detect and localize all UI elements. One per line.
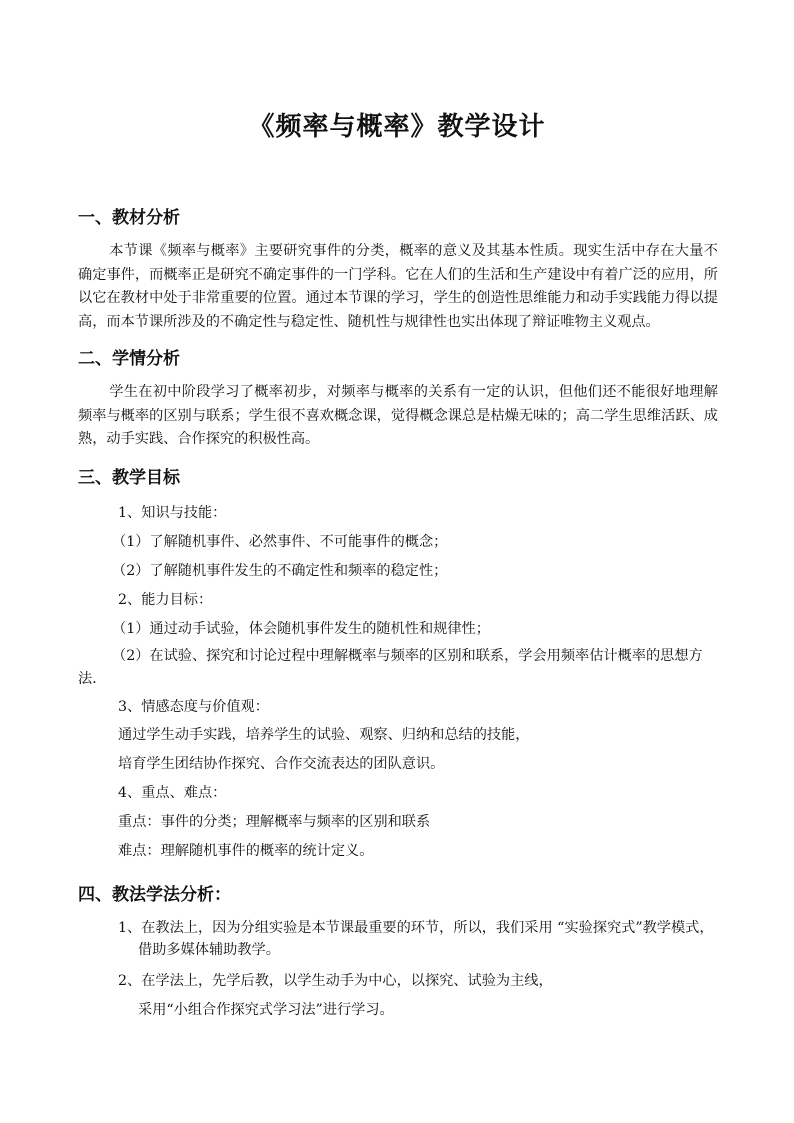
goal-emotion-item-2: 培育学生团结协作探究、合作交流表达的团队意识。 [118, 756, 445, 772]
goal-emotion-values: 3、情感态度与价值观： [118, 699, 269, 715]
method-learning-line-2: 采用“小组合作探究式学习法”进行学习。 [138, 1002, 394, 1018]
section-heading-methods: 四、教法学法分析： [78, 885, 231, 905]
goal-difficult-point: 难点：理解随机事件的概率的统计定义。 [118, 843, 374, 859]
method-teaching: 1、在教法上，因为分组实验是本节课最重要的环节，所以，我们采用 “实验探究式”教学模式，借助多媒体辅助教学。 [118, 920, 714, 958]
section-heading-learner-analysis: 二、学情分析 [78, 349, 180, 369]
goal-key-point: 重点：事件的分类；理解概率与频率的区别和联系 [118, 814, 431, 830]
goal-knowledge-skills: 1、知识与技能： [118, 505, 227, 521]
section-heading-teaching-goals: 三、教学目标 [78, 468, 180, 488]
section-heading-textbook-analysis: 一、教材分析 [78, 208, 180, 228]
goal-knowledge-item-1: （1）了解随机事件、必然事件、不可能事件的概念； [112, 534, 448, 550]
goal-ability-item-2: （2）在试验、探究和讨论过程中理解概率与频率的区别和联系，学会用频率估计概率的思想方法． [78, 648, 703, 687]
goal-ability: 2、能力目标： [118, 592, 213, 608]
goal-knowledge-item-2: （2）了解随机事件发生的不确定性和频率的稳定性； [112, 563, 448, 579]
paragraph-textbook-analysis: 本节课《频率与概率》主要研究事件的分类，概率的意义及其基本性质。现实生活中存在大量不确定事件，而概率正是研究不确定事件的一门学科。它在人们的生活和生产建设中有着广泛的应用，所以它在教材中处于非常重要的位置。通过本节课的学习，学生的创造性思维能力和动手实践能力得以提高，而本节课所涉及的不确定性与稳定性、随机性与规律性也实出体现了辩证唯物主义观点。 [78, 243, 718, 330]
paragraph-learner-analysis: 学生在初中阶段学习了概率初步，对频率与概率的关系有一定的认识，但他们还不能很好地理解频率与概率的区别与联系；学生很不喜欢概念课，觉得概念课总是枯燥无味的；高二学生思维活跃、成熟，动手实践、合作探究的积极性高。 [78, 384, 718, 447]
goal-key-points: 4、重点、难点： [118, 785, 227, 801]
document-title: 《频率与概率》教学设计 [248, 112, 546, 142]
method-learning-line-1: 2、在学法上，先学后教，以学生动手为中心，以探究、试验为主线， [118, 973, 553, 989]
goal-emotion-item-1: 通过学生动手实践，培养学生的试验、观察、归纳和总结的技能， [118, 727, 530, 743]
goal-ability-item-1: （1）通过动手试验，体会随机事件发生的随机性和规律性； [112, 621, 490, 637]
